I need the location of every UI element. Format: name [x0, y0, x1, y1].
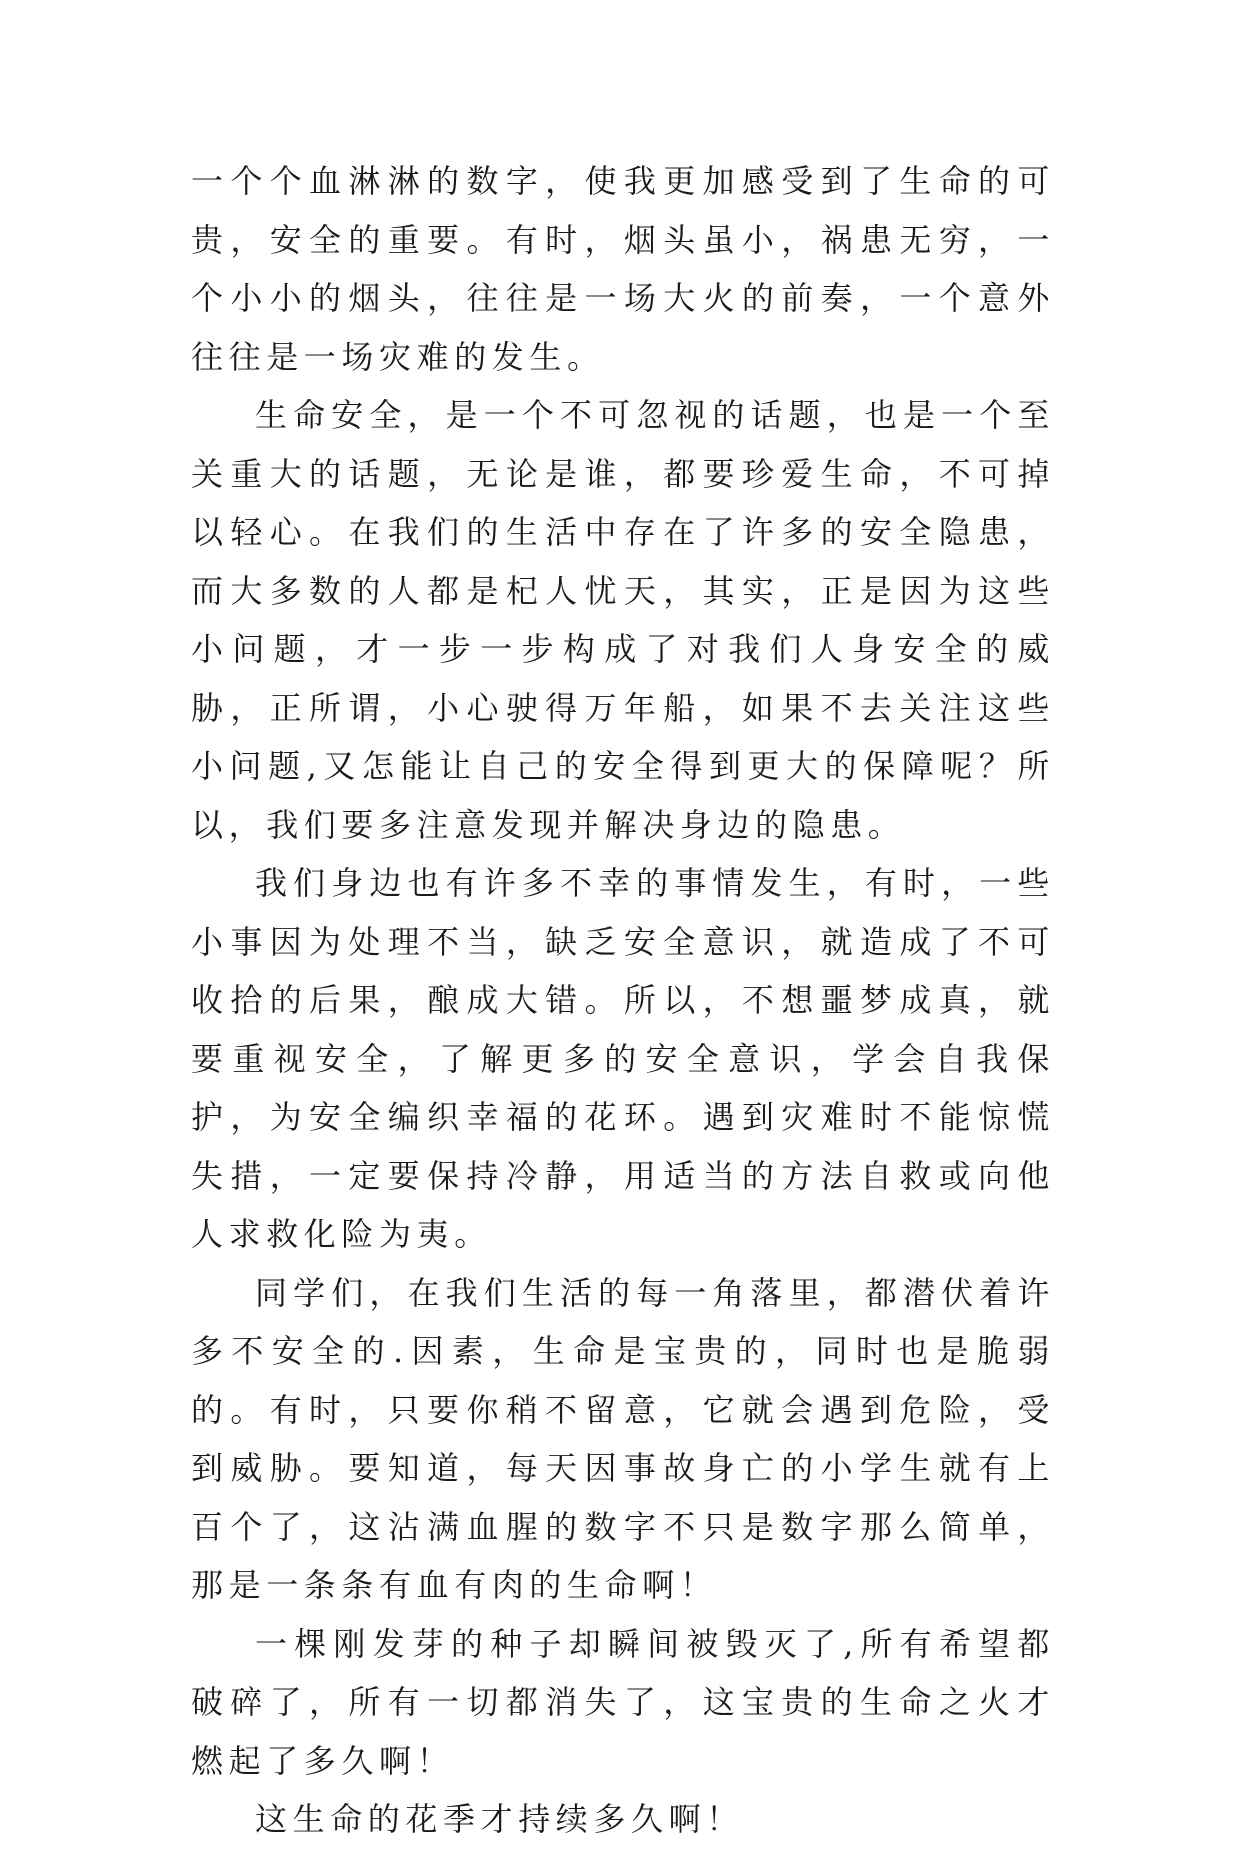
paragraph-2: 生命安全，是一个不可忽视的话题，也是一个至关重大的话题，无论是谁，都要珍爱生命，不可掉以轻心。在我们的生活中存在了许多的安全隐患，而大多数的人都是杞人忧天，其实，正是因为这些小问题，才一步一步构成了对我们人身安全的威胁，正所谓，小心驶得万年船，如果不去关注这些小问题,又怎能让自己的安全得到更大的保障呢？所以，我们要多注意发现并解决身边的隐患。 — [191, 396, 1055, 844]
document-body — [191, 152, 1055, 1849]
paragraph-1: 一个个血淋淋的数字，使我更加感受到了生命的可贵，安全的重要。有时，烟头虽小，祸患无穷，一个小小的烟头，往往是一场大火的前奏，一个意外往往是一场灾难的发生。 — [191, 162, 1055, 376]
paragraph-6: 这生命的花季才持续多久啊！ — [255, 1800, 744, 1838]
paragraph-3: 我们身边也有许多不幸的事情发生，有时，一些小事因为处理不当，缺乏安全意识，就造成了不可收拾的后果，酿成大错。所以，不想噩梦成真，就要重视安全，了解更多的安全意识，学会自我保护，为安全编织幸福的花环。遇到灾难时不能惊慌失措，一定要保持冷静，用适当的方法自救或向他人求救化险为夷。 — [191, 864, 1055, 1253]
paragraph-4: 同学们，在我们生活的每一角落里，都潜伏着许多不安全的.因素，生命是宝贵的，同时也是脆弱的。有时，只要你稍不留意，它就会遇到危险，受到威胁。要知道，每天因事故身亡的小学生就有上百个了，这沾满血腥的数字不只是数字那么简单，那是一条条有血有肉的生命啊！ — [191, 1273, 1055, 1604]
paragraph-5: 一棵刚发芽的种子却瞬间被毁灭了,所有希望都破碎了，所有一切都消失了，这宝贵的生命之火才燃起了多久啊！ — [191, 1624, 1055, 1780]
